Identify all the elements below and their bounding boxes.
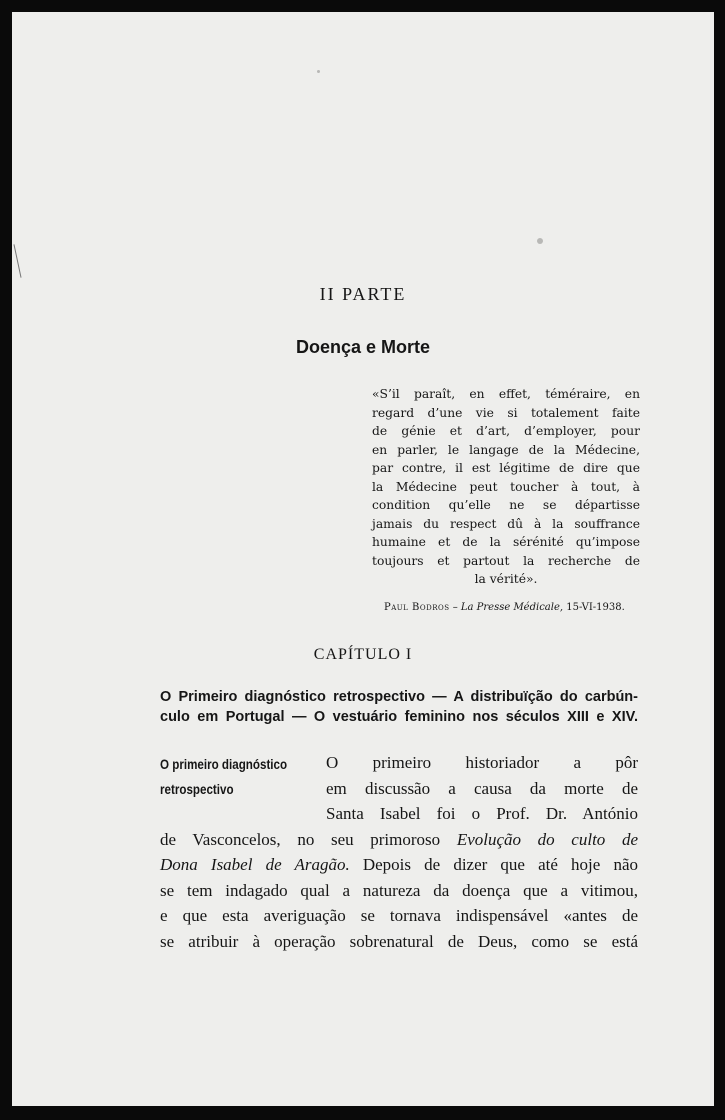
chapter-summary [160,687,638,727]
attribution-author: Paul Bodros [384,602,450,613]
chapter-main-title: Doença e Morte [295,337,431,357]
body-line: se atribuir à operação sobrenatural de Deus, como se está [160,931,638,951]
epigraph-line: la Médecine peut toucher à tout, à [372,479,640,494]
book-title-italic: Evolução do culto de [456,829,638,849]
epigraph-line: de génie et d’art, d’employer, pour [372,424,640,438]
summary-line: culo em Portugal — O vestuário feminino nos séculos XIII e XIV. [160,709,638,725]
epigraph-line: en parler, le langage de la Médecine, [372,442,640,457]
summary-line: O Primeiro diagnóstico retrospectivo — A distribuïção do carbún- [160,689,638,705]
body-paragraph [160,750,638,954]
margin-note-line: retrospectivo [160,782,234,797]
scan-edge-mark [13,244,21,277]
margin-note-line: O primeiro diagnóstico [160,757,288,772]
scan-speck [537,238,543,244]
epigraph-line: «S’il paraît, en effet, téméraire, en [372,387,640,401]
part-title: II PARTE [319,284,407,304]
epigraph-quote [372,385,640,589]
epigraph-line: condition qu’elle ne se départisse [372,498,640,512]
attribution-date: 15-VI-1938. [563,602,625,613]
attribution-separator: – [449,602,461,613]
body-line: se tem indagado qual a natureza da doença que a vitimou, [160,880,638,900]
body-line: e que esta averiguação se tornava indispensável «antes de [160,906,638,925]
body-text-segment: de Vasconcelos, no seu primoroso [160,829,457,849]
body-line: em discussão a causa da morte de [326,778,638,798]
body-line: O primeiro historiador a pôr [326,753,638,772]
epigraph-line: par contre, il est légitime de dire que [372,461,640,475]
epigraph-line: humaine et de la sérénité qu’impose [372,535,640,549]
body-text-segment: Depois de dizer que até hoje não [349,855,639,874]
epigraph-line: regard d’une vie si totalement faite [372,405,640,420]
body-line [160,852,638,878]
chapter-heading: CAPÍTULO I [313,646,413,663]
body-line: Santa Isabel foi o Prof. Dr. António [326,804,638,823]
book-page [12,12,714,1106]
epigraph-line: toujours et partout la recherche de [372,553,640,568]
scan-speck [317,70,320,73]
book-title-italic: Dona Isabel de Aragão. [160,855,350,874]
epigraph-line: jamais du respect dû à la souffrance [372,516,640,531]
body-line [160,827,638,853]
epigraph-attribution [384,602,625,613]
epigraph-line: la vérité». [474,572,538,586]
attribution-journal: La Presse Médicale, [460,602,564,613]
